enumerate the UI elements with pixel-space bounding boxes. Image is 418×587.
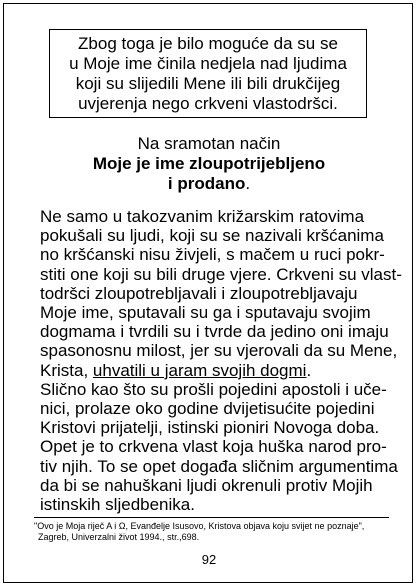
- body-line: no kršćanski nisu živjeli, s mačem u ruci pokr-: [40, 245, 385, 265]
- footnote-line-1: "Ovo je Moja riječ A i Ω, Evanđelje Isusovo, Kristova objava koju svijet ne poznaje",: [34, 521, 365, 531]
- body-line: pokušali su ljudi, koji su se nazivali kršćanima: [40, 226, 384, 246]
- quote-line: u Moje ime činila nedjela nad ljudima: [69, 54, 347, 73]
- quote-line: koji su slijedili Mene ili bili drukčijeg: [75, 74, 341, 93]
- underlined-phrase: uhvatili u jaram svojih dogmi: [92, 360, 307, 380]
- body-line: Kristovi prijatelji, istinski pioniri Novoga doba.: [40, 418, 380, 438]
- body-line: dogmama i tvrdili su i tvrde da jedino oni imaju: [40, 322, 389, 342]
- page-number: 92: [201, 552, 217, 567]
- body-line: Ne samo u takozvanim križarskim ratovima: [40, 207, 365, 226]
- quote-line: uvjerenja nego crkveni vlastodršci.: [78, 94, 338, 113]
- body-line-underlined: [40, 361, 392, 380]
- body-paragraphs: [40, 207, 402, 515]
- heading-line-3: [0, 174, 418, 194]
- heading-line-1: Na sramotan način: [137, 134, 281, 153]
- quote-line: Zbog toga je bilo moguće da su se: [78, 34, 338, 53]
- footnote: [34, 521, 394, 543]
- body-line-end: .: [306, 360, 312, 380]
- body-line: da bi se nahuškani ljudi okrenuli protiv Mojih: [40, 475, 373, 495]
- body-line: Moje ime, sputavali su ga i sputavaju svojim: [40, 303, 371, 323]
- body-line: nici, prolaze oko godine dvijetisućite pojedini: [40, 399, 375, 419]
- body-line: stiti one koji su bili druge vjere. Crkveni su vlast-: [40, 264, 402, 284]
- body-line: istinskih sljedbenika.: [40, 495, 195, 515]
- heading-line-3-rest: .: [245, 174, 251, 193]
- heading-line-3-bold: i prodano: [167, 174, 246, 193]
- body-line: tiv njih. To se opet događa sličnim argumentima: [40, 456, 398, 476]
- heading-line-2: Moje je ime zloupotrijebljeno: [92, 154, 326, 173]
- body-line: todršci zloupotrebljavali i zloupotrebljavaju: [40, 283, 358, 303]
- footnote-line-2: Zagreb, Univerzalni život 1994., str.,698.: [38, 532, 200, 542]
- body-line: spasonosnu milost, jer su vjerovali da su Mene,: [40, 341, 398, 361]
- footnote-divider: [34, 517, 389, 518]
- body-line: Opet je to crkvena vlast koja huška narod pro-: [40, 437, 387, 457]
- body-line: Slično kao što su prošli pojedini apostoli i uče-: [40, 379, 387, 399]
- body-line-start: Krista,: [40, 360, 93, 380]
- quote-box: [49, 29, 367, 118]
